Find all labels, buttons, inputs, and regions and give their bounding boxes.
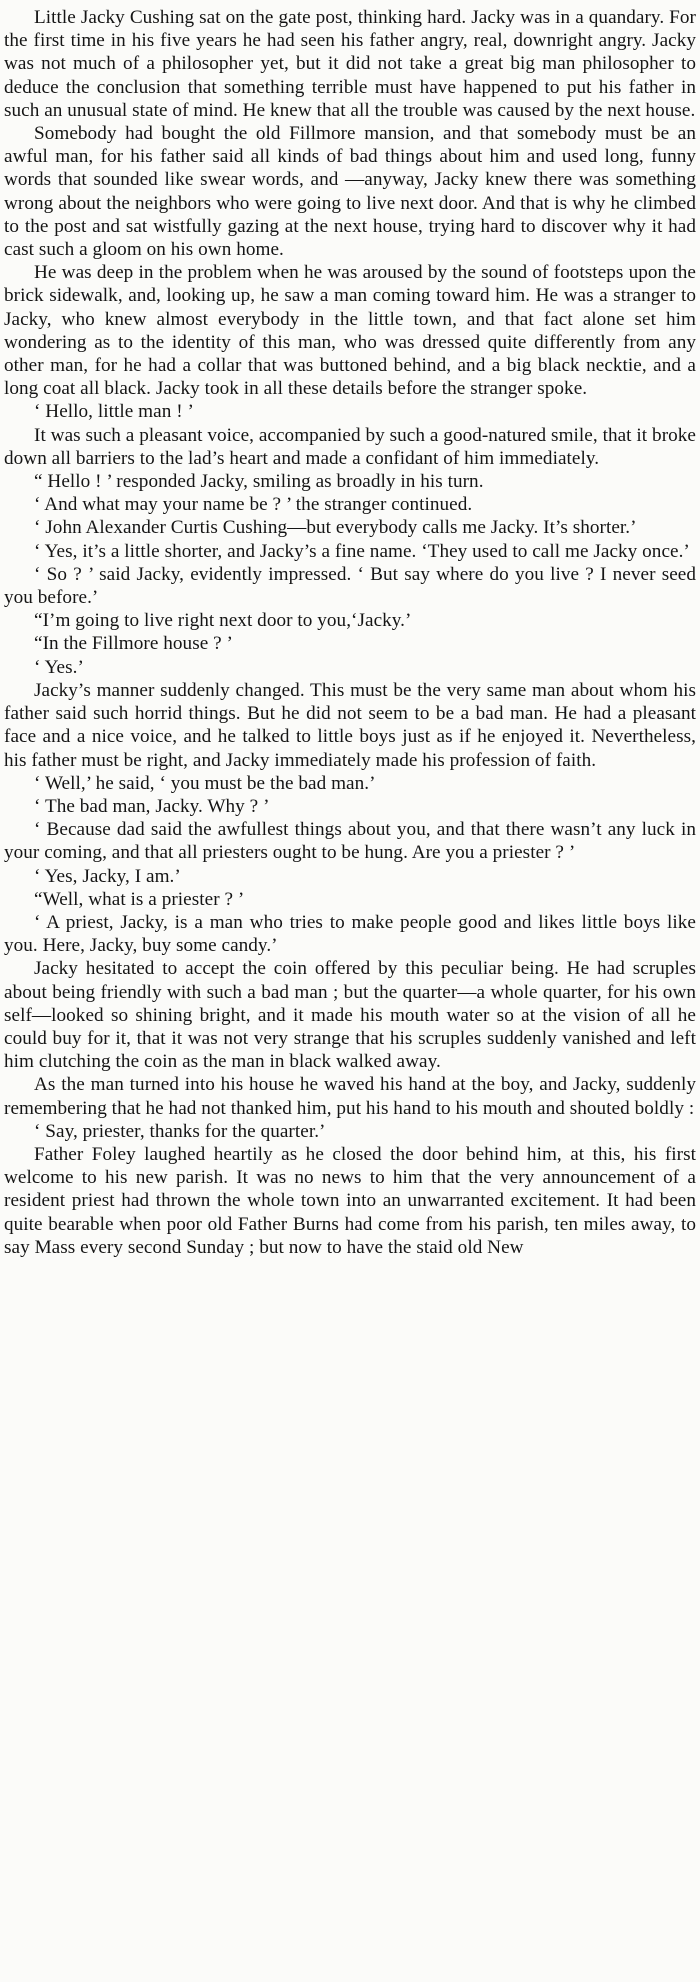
paragraph: ‘ John Alexander Curtis Cushing—but everybody calls me Jacky. It’s shorter.’ — [34, 517, 637, 539]
paragraph: ‘ Yes, Jacky, I am.’ — [34, 865, 181, 887]
paragraph: “I’m going to live right next door to you,‘Jacky.’ — [34, 610, 412, 632]
paragraph: Jacky hesitated to accept the coin offered by this peculiar being. He had scruples about being friendly with such a bad man ; but the quarter—a whole quarter, for his own self—looked so shining bright, and it made his mouth water so at the vision of all he could buy for it, that it was not very strange that his scruples suddenly vanished and left him clutching the coin as the man in black walked away. — [4, 958, 696, 1073]
paragraph: As the man turned into his house he waved his hand at the boy, and Jacky, suddenly remembering that he had not thanked him, put his hand to his mouth and shouted boldly : — [4, 1074, 696, 1119]
paragraph: ‘ Yes, it’s a little shorter, and Jacky’s a fine name. ‘They used to call me Jacky once.’ — [34, 540, 690, 562]
paragraph: ‘ Yes.’ — [34, 656, 84, 678]
article-column — [4, 6, 696, 1259]
paragraph: ‘ The bad man, Jacky. Why ? ’ — [34, 795, 270, 817]
paragraph: ‘ So ? ’ said Jacky, evidently impressed. ‘ But say where do you live ? I never seed you before.’ — [4, 563, 696, 609]
paragraph: Jacky’s manner suddenly changed. This must be the very same man about whom his father said such horrid things. But he did not seem to be a bad man. He had a pleasant face and a nice voice, and he talked to little boys just as if he enjoyed it. Nevertheless, his father must be right, and Jacky immediately made his profession of faith. — [4, 679, 696, 771]
paragraph: ‘ Well,’ he said, ‘ you must be the bad man.’ — [34, 772, 376, 794]
paragraph: Little Jacky Cushing sat on the gate post, thinking hard. Jacky was in a quandary. For the first time in his five years he had seen his father angry, real, downright angry. Jacky was not much of a philosopher yet, but it did not take a great big man philosopher to deduce the conclusion that something terrible must have happened to put his father in such an unusual state of mind. He knew that all the trouble was caused by the next house. — [4, 7, 696, 121]
paragraph: ‘ And what may your name be ? ’ the stranger continued. — [34, 494, 473, 516]
paragraph: ‘ A priest, Jacky, is a man who tries to make people good and likes little boys like you. Here, Jacky, buy some candy.’ — [4, 911, 696, 957]
paragraph: He was deep in the problem when he was aroused by the sound of footsteps upon the brick sidewalk, and, looking up, he saw a man coming toward him. He was a stranger to Jacky, who knew almost everybody in the little town, and that fact alone set him wondering as to the identity of this man, who was dressed quite differently from any other man, for he had a collar that was buttoned behind, and a big black necktie, and a long coat all black. Jacky took in all these details before the stranger spoke. — [4, 262, 696, 400]
paragraph: “Well, what is a priester ? ’ — [34, 888, 245, 910]
paragraph: ‘ Because dad said the awfullest things about you, and that there wasn’t any luck in your coming, and that all priesters ought to be hung. Are you a priester ? ’ — [4, 819, 696, 864]
paragraph: “In the Fillmore house ? ’ — [34, 633, 233, 655]
paragraph: It was such a pleasant voice, accompanied by such a good-natured smile, that it broke down all barriers to the lad’s heart and made a confidant of him immediately. — [4, 424, 696, 469]
paragraph: Somebody had bought the old Fillmore mansion, and that somebody must be an awful man, for his father said all kinds of bad things about him and used long, funny words that sounded like swear words, and —anyway, Jacky knew there was something wrong about the neighbors who were going to live next door. And that is why he climbed to the post and sat wistfully gazing at the next house, trying hard to discover why it had cast such a gloom on his own home. — [4, 123, 696, 261]
paragraph: “ Hello ! ’ responded Jacky, smiling as broadly in his turn. — [34, 471, 484, 493]
paragraph: ‘ Hello, little man ! ’ — [34, 401, 194, 423]
paragraph: Father Foley laughed heartily as he closed the door behind him, at this, his first welcome to his new parish. It was no news to him that the very announcement of a resident priest had thrown the whole town into an unwarranted excitement. It had been quite bearable when poor old Father Burns had come from his parish, ten miles away, to say Mass every second Sunday ; but now to have the staid old New — [4, 1143, 696, 1258]
paragraph: ‘ Say, priester, thanks for the quarter.’ — [34, 1120, 326, 1142]
